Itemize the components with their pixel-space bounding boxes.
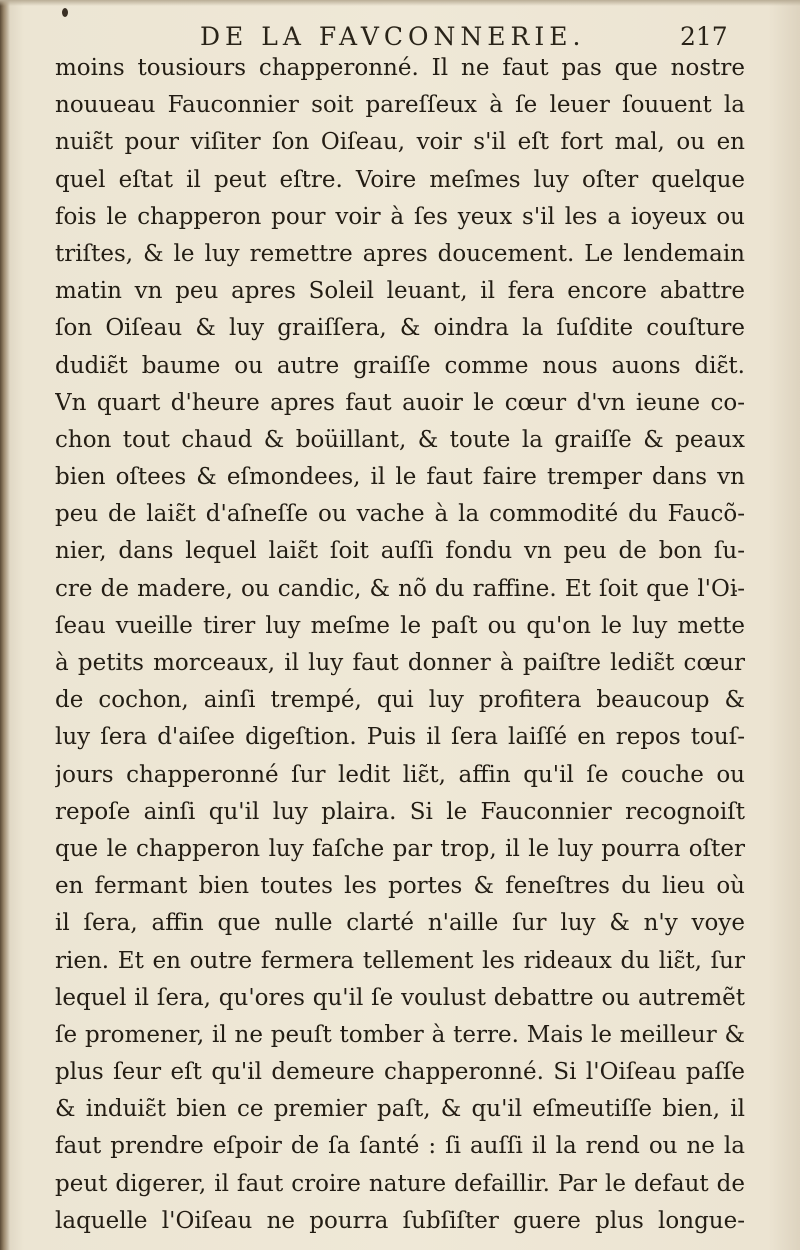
text-line: matin vn peu apres Soleil leuant, il fera encore abattre [55, 278, 745, 305]
text-line: peut digerer, il faut croire nature defaillir. Par le defaut de [55, 1170, 745, 1197]
text-line: & induiɛ̃t bien ce premier paſt, & qu'il eſmeutiſſe bien, il [55, 1096, 745, 1123]
text-line: ſeau vueille tirer luy meſme le paſt ou qu'on le luy mette [55, 612, 745, 639]
text-line: que le chapperon luy faſche par trop, il le luy pourra oſter [55, 835, 745, 862]
text-line: laquelle l'Oiſeau ne pourra ſubſiſter guere plus longue- [55, 1207, 745, 1234]
text-line: en fermant bien toutes les portes & feneſtres du lieu où [55, 873, 745, 900]
text-line: quel eſtat il peut eſtre. Voire meſmes luy oſter quelque [55, 166, 745, 193]
text-line: de cochon, ainſi trempé, qui luy profitera beaucoup & [55, 687, 745, 714]
text-line: nouueau Fauconnier soit pareſſeux à ſe leuer ſouuent la [55, 92, 745, 119]
running-title: DE LA FAVCONNERIE. [200, 22, 586, 51]
text-line: jours chapperonné ſur ledit liɛ̃t, affin qu'il ſe couche ou [55, 761, 745, 788]
text-line: plus ſeur eſt qu'il demeure chapperonné. Si l'Oiſeau paſſe [55, 1059, 745, 1086]
text-line: moins tousiours chapperonné. Il ne faut pas que nostre [55, 55, 745, 81]
text-line: nier, dans lequel laiɛ̃t ſoit auſſi fondu vn peu de bon ſu- [55, 538, 745, 565]
text-line: il ſera, affin que nulle clarté n'aille ſur luy & n'y voye [55, 910, 745, 937]
text-line: faut prendre eſpoir de ſa ſanté : ſi auſſi il la rend ou ne la [55, 1133, 745, 1160]
body-text [55, 50, 745, 1240]
text-line: nuiɛ̃t pour viſiter ſon Oiſeau, voir s'il eſt fort mal, ou en [55, 129, 745, 156]
page-number: 217 [680, 22, 728, 51]
text-line: fois le chapperon pour voir à ſes yeux s'il les a ioyeux ou [55, 203, 745, 230]
ink-speck [62, 8, 68, 17]
text-line: rien. Et en outre fermera tellement les rideaux du liɛ̃t, ſur [55, 947, 745, 974]
text-line: bien oſtees & eſmondees, il le faut faire tremper dans vn [55, 464, 745, 491]
text-line: ſe promener, il ne peuſt tomber à terre. Mais le meilleur & [55, 1021, 745, 1048]
page-top-edge [0, 0, 800, 6]
text-line: à petits morceaux, il luy faut donner à paiſtre lediɛ̃t cœur [55, 650, 745, 676]
text-line: chon tout chaud & boüillant, & toute la graiſſe & peaux [55, 426, 745, 453]
text-line: peu de laiɛ̃t d'aſneſſe ou vache à la commodité du Faucõ- [55, 501, 745, 528]
text-line: cre de madere, ou candic, & nõ du raffine. Et ſoit que l'Oi- [55, 575, 745, 602]
text-line: dudiɛ̃t baume ou autre graiſſe comme nous auons diɛ̃t. [55, 352, 745, 379]
text-line: lequel il ſera, qu'ores qu'il ſe voulust debattre ou autremẽt [55, 984, 745, 1011]
text-line: luy ſera d'aiſee digeſtion. Puis il ſera laiſſé en repos touſ- [55, 724, 745, 751]
text-line: ſon Oiſeau & luy graiſſera, & oindra la ſuſdite couſture [55, 315, 745, 342]
page-gutter-shadow [0, 0, 10, 1250]
text-line: repoſe ainſi qu'il luy plaira. Si le Fauconnier recognoiſt [55, 798, 745, 825]
text-line: Vn quart d'heure apres faut auoir le cœur d'vn ieune co- [55, 389, 745, 416]
text-line: triſtes, & le luy remettre apres doucement. Le lendemain [55, 240, 745, 267]
